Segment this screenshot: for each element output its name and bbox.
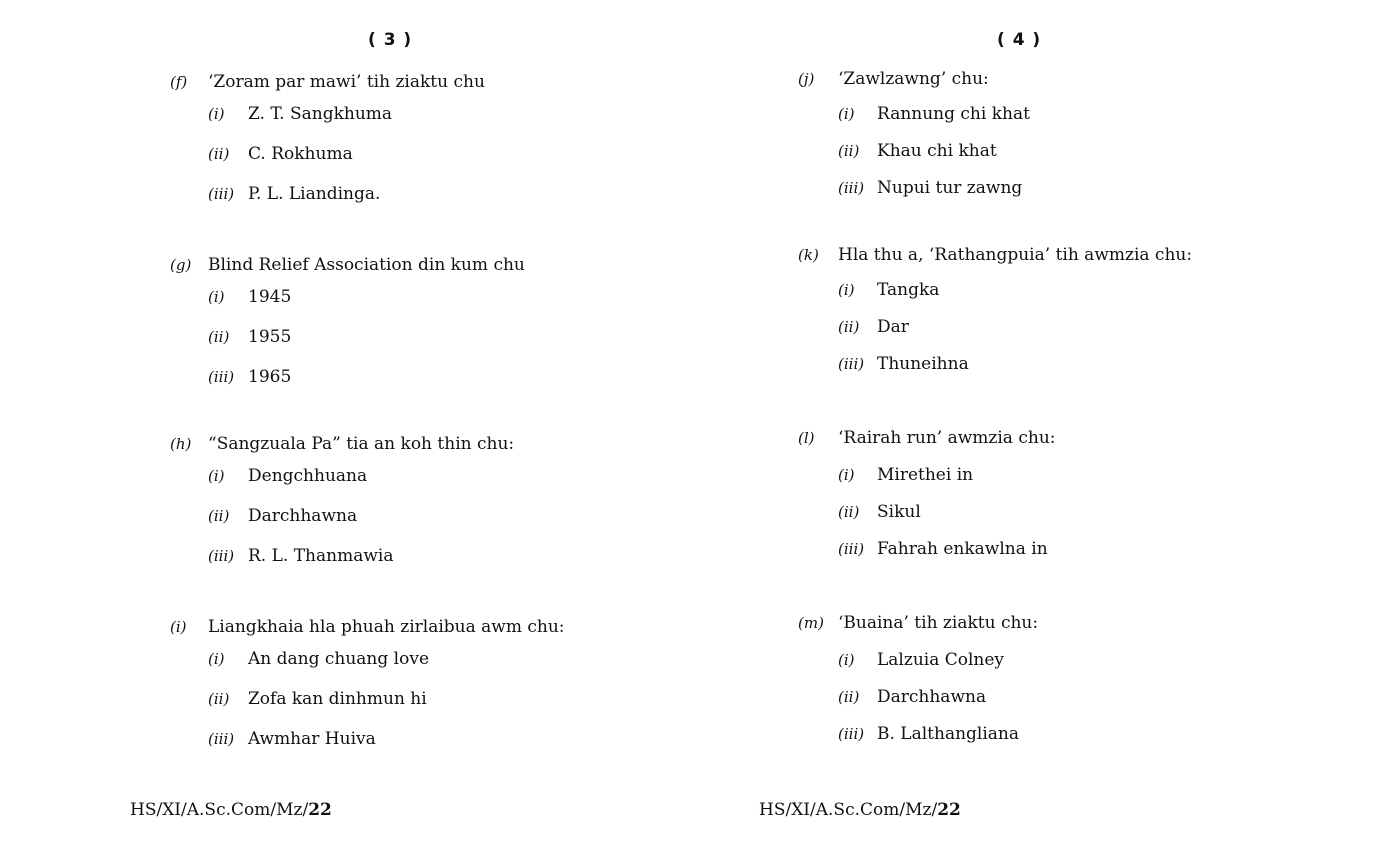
option-text: C. Rokhuma bbox=[248, 144, 353, 164]
question-l bbox=[700, 425, 1400, 562]
question-label: (h) bbox=[170, 435, 192, 453]
option-label: (iii) bbox=[208, 547, 235, 565]
option-label: (ii) bbox=[208, 690, 230, 708]
page-number: ( 4 ) bbox=[997, 30, 1042, 50]
question-f bbox=[0, 69, 700, 207]
option-text: B. Lalthangliana bbox=[877, 724, 1020, 744]
question-text: Liangkhaia hla phuah zirlaibua awm chu: bbox=[208, 617, 565, 637]
question-h bbox=[0, 431, 700, 569]
question-j bbox=[700, 66, 1400, 201]
question-label: (k) bbox=[798, 246, 819, 264]
footer-code-text: HS/XI/A.Sc.Com/Mz/ bbox=[759, 800, 938, 820]
footer-year: 22 bbox=[308, 800, 332, 820]
option-text: Dar bbox=[877, 317, 909, 337]
question-label: (l) bbox=[798, 429, 815, 447]
option-label: (iii) bbox=[208, 185, 235, 203]
question-m bbox=[700, 610, 1400, 747]
option-label: (i) bbox=[208, 288, 225, 306]
page-4 bbox=[700, 0, 1400, 850]
option-label: (ii) bbox=[208, 328, 230, 346]
option-label: (ii) bbox=[838, 142, 860, 160]
option-label: (i) bbox=[208, 650, 225, 668]
option-label: (iii) bbox=[838, 355, 865, 373]
question-text: ‘Rairah run’ awmzia chu: bbox=[838, 428, 1056, 448]
option-label: (iii) bbox=[208, 368, 235, 386]
option-text: Sikul bbox=[877, 502, 921, 522]
question-label: (i) bbox=[170, 618, 187, 636]
page-number: ( 3 ) bbox=[368, 30, 413, 50]
question-label: (f) bbox=[170, 73, 188, 91]
option-text: Lalzuia Colney bbox=[877, 650, 1005, 670]
option-text: R. L. Thanmawia bbox=[248, 546, 394, 566]
option-text: Awmhar Huiva bbox=[248, 729, 376, 749]
option-text: Fahrah enkawlna in bbox=[877, 539, 1048, 559]
option-label: (ii) bbox=[208, 145, 230, 163]
option-text: Tangka bbox=[877, 280, 940, 300]
question-k bbox=[700, 242, 1400, 377]
question-text: ‘Zawlzawng’ chu: bbox=[838, 69, 989, 89]
footer-code bbox=[759, 800, 961, 820]
question-label: (g) bbox=[170, 256, 192, 274]
option-label: (iii) bbox=[838, 179, 865, 197]
question-label: (m) bbox=[798, 614, 824, 632]
question-text: Hla thu a, ‘Rathangpuia’ tih awmzia chu: bbox=[838, 245, 1193, 265]
option-label: (iii) bbox=[838, 725, 865, 743]
option-text: Darchhawna bbox=[248, 506, 358, 526]
question-text: Blind Relief Association din kum chu bbox=[208, 255, 525, 275]
option-text: Dengchhuana bbox=[248, 466, 368, 486]
question-g bbox=[0, 252, 700, 390]
option-text: P. L. Liandinga. bbox=[248, 184, 381, 204]
option-label: (ii) bbox=[838, 503, 860, 521]
question-i bbox=[0, 614, 700, 752]
option-text: Nupui tur zawng bbox=[877, 178, 1023, 198]
option-label: (i) bbox=[208, 467, 225, 485]
option-text: 1965 bbox=[248, 367, 292, 387]
footer-year: 22 bbox=[937, 800, 961, 820]
option-text: An dang chuang love bbox=[248, 649, 430, 669]
option-text: Darchhawna bbox=[877, 687, 987, 707]
option-label: (i) bbox=[838, 651, 855, 669]
question-text: “Sangzuala Pa” tia an koh thin chu: bbox=[208, 434, 515, 454]
option-text: Khau chi khat bbox=[877, 141, 997, 161]
question-text: ‘Buaina’ tih ziaktu chu: bbox=[838, 613, 1039, 633]
footer-code-text: HS/XI/A.Sc.Com/Mz/ bbox=[130, 800, 309, 820]
option-label: (i) bbox=[208, 105, 225, 123]
option-label: (i) bbox=[838, 466, 855, 484]
option-label: (iii) bbox=[838, 540, 865, 558]
option-text: Zofa kan dinhmun hi bbox=[248, 689, 427, 709]
option-text: Rannung chi khat bbox=[877, 104, 1030, 124]
option-text: Mirethei in bbox=[877, 465, 974, 485]
footer-code bbox=[130, 800, 332, 820]
option-label: (ii) bbox=[838, 688, 860, 706]
option-label: (iii) bbox=[208, 730, 235, 748]
option-text: Z. T. Sangkhuma bbox=[248, 104, 393, 124]
option-text: Thuneihna bbox=[877, 354, 969, 374]
option-text: 1955 bbox=[248, 327, 292, 347]
option-label: (ii) bbox=[208, 507, 230, 525]
option-text: 1945 bbox=[248, 287, 292, 307]
question-label: (j) bbox=[798, 70, 815, 88]
question-text: ‘Zoram par mawi’ tih ziaktu chu bbox=[208, 72, 485, 92]
option-label: (i) bbox=[838, 105, 855, 123]
option-label: (i) bbox=[838, 281, 855, 299]
option-label: (ii) bbox=[838, 318, 860, 336]
